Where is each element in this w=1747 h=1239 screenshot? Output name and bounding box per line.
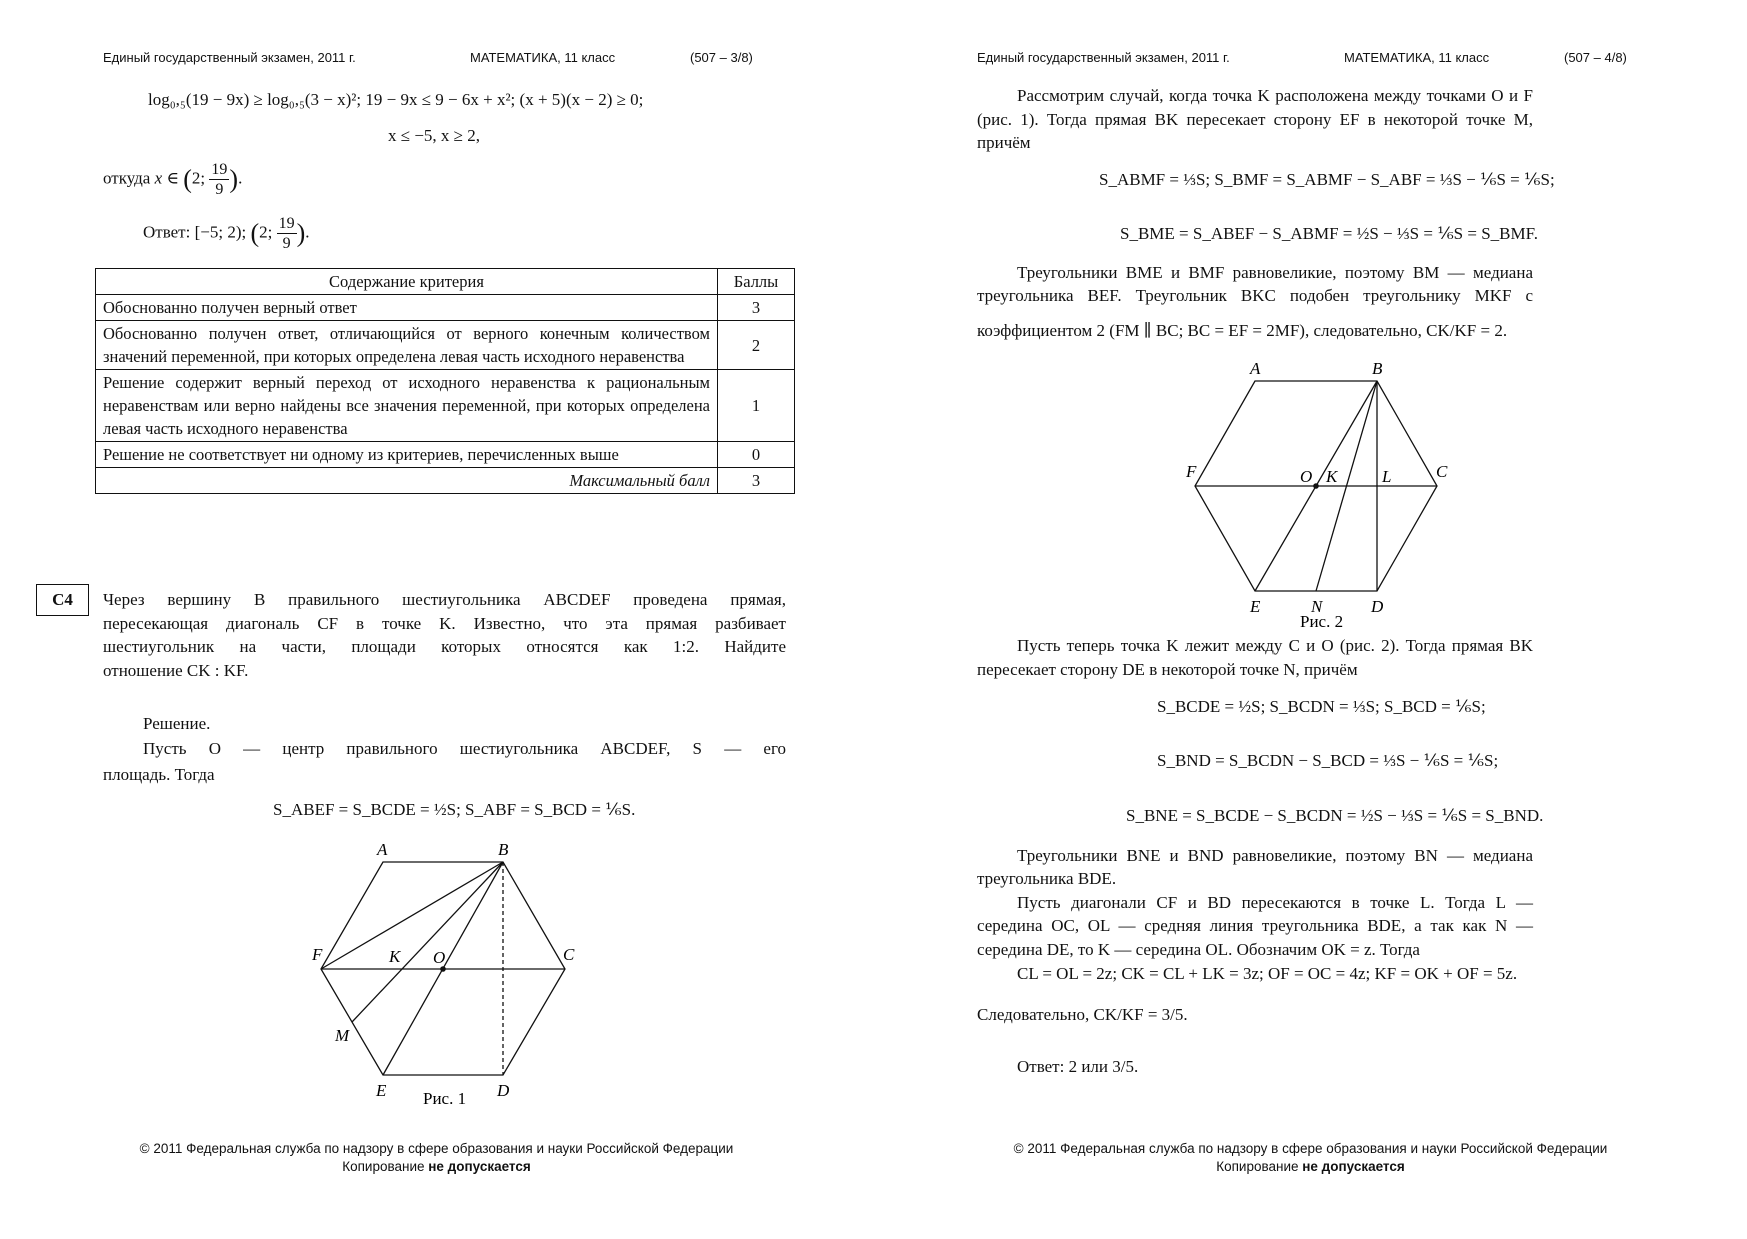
label-N: N	[1311, 597, 1323, 616]
formula-5: S_BNE = S_BCDE − S_BCDN = ½S − ⅓S = ⅙S = S_BND.	[1126, 806, 1544, 825]
paragraph-1: Рассмотрим случай, когда точка K расположена между точками O и F	[1017, 86, 1533, 105]
solution-text: площадь. Тогда	[103, 765, 215, 784]
header-subject: МАТЕМАТИКА, 11 класс	[1344, 50, 1490, 65]
figure-caption: Рис. 2	[1300, 612, 1344, 631]
point-O	[1313, 483, 1319, 489]
figure-1	[0, 0, 873, 1239]
formula-3: S_BCDE = ½S; S_BCDN = ⅓S; S_BCD = ⅙S;	[1157, 697, 1486, 716]
paragraph-1: (рис. 1). Тогда прямая BK пересекает сторону EF в некоторой точке M,	[977, 110, 1533, 129]
label-E: E	[376, 1081, 387, 1100]
label-D: D	[1371, 597, 1384, 616]
figure-2	[874, 0, 1747, 1239]
paragraph-2: коэффициентом 2 (FM ∥ BC; BC = EF = 2MF), следовательно, CK/KF = 2.	[977, 321, 1508, 340]
points-header: Баллы	[718, 269, 795, 295]
paragraph-5: середина OC, OL — средняя линия треугольника BDE, а так как N —	[977, 916, 1533, 935]
point-O	[440, 966, 446, 972]
table-row: Обоснованно получен ответ, отличающийся от верного конечным количеством значений переменной, при которых определена левая часть исходного неравенства 2	[96, 321, 795, 370]
log-inequality-line: log₀,₅(19 − 9x) ≥ log₀,₅(3 − x)²; 19 − 9x ≤ 9 − 6x + x²; (x + 5)(x − 2) ≥ 0;	[148, 90, 644, 109]
formula-6: CL = OL = 2z; CK = CL + LK = 3z; OF = OC = 4z; KF = OK + OF = 5z.	[1017, 964, 1518, 983]
footer: © 2011 Федеральная служба по надзору в сфере образования и науки Российской Федерации Копирование не допускается	[139, 1141, 734, 1174]
task-text: Через вершину B правильного шестиугольника ABCDEF проведена прямая,	[103, 590, 786, 609]
paragraph-1: причём	[977, 133, 1031, 152]
formula-2: S_BME = S_ABEF − S_ABMF = ½S − ⅓S = ⅙S = S_BMF.	[1120, 224, 1538, 243]
task-label: С4	[36, 584, 89, 616]
paragraph-2: Треугольники BME и BMF равновеликие, поэтому BM — медиана	[1017, 263, 1533, 282]
table-row: Решение не соответствует ни одному из критериев, перечисленных выше 0	[96, 442, 795, 468]
figure-caption: Рис. 1	[423, 1089, 467, 1108]
right-page	[874, 0, 1747, 1239]
header-exam: Единый государственный экзамен, 2011 г.	[103, 50, 356, 65]
label-O: O	[1300, 467, 1313, 486]
label-C: C	[1436, 462, 1448, 481]
label-B: B	[1372, 359, 1383, 378]
task-text: пересекающая диагональ CF в точке K. Известно, что эта прямая разбивает	[103, 614, 786, 633]
label-M: M	[335, 1026, 350, 1045]
whence-line: откуда x ∈ (2; $\frac{19}{9}$ ).	[103, 161, 243, 198]
label-F: F	[1186, 462, 1197, 481]
criteria-header: Содержание критерия	[96, 269, 718, 295]
paragraph-5: середина DE, то K — середина OL. Обозначим OK = z. Тогда	[977, 940, 1420, 959]
label-F: F	[312, 945, 323, 964]
answer-line: Ответ: [−5; 2); (2; $\frac{19}{9}$ ).	[143, 215, 310, 252]
label-A: A	[377, 840, 388, 859]
label-L: L	[1382, 467, 1392, 486]
paragraph-3: Пусть теперь точка K лежит между C и O (рис. 2). Тогда прямая BK	[1017, 636, 1533, 655]
header-subject: МАТЕМАТИКА, 11 класс	[470, 50, 616, 65]
label-B: B	[498, 840, 509, 859]
header-exam: Единый государственный экзамен, 2011 г.	[977, 50, 1230, 65]
label-D: D	[497, 1081, 510, 1100]
segment-BF	[321, 862, 503, 969]
formula-1: S_ABMF = ⅓S; S_BMF = S_ABMF − S_ABF = ⅓S − ⅙S = ⅙S;	[1099, 170, 1555, 189]
paragraph-5: Пусть диагонали CF и BD пересекаются в точке L. Тогда L —	[1017, 893, 1533, 912]
roots-line: x ≤ −5, x ≥ 2,	[388, 126, 480, 145]
final-answer: Ответ: 2 или 3/5.	[1017, 1057, 1139, 1076]
formula-4: S_BND = S_BCDN − S_BCD = ⅓S − ⅙S = ⅙S;	[1157, 751, 1499, 770]
label-K: K	[389, 947, 401, 966]
area-formula: S_ABEF = S_BCDE = ½S; S_ABF = S_BCD = ⅙S.	[273, 800, 636, 819]
solution-title: Решение.	[143, 714, 211, 733]
table-row: Обоснованно получен верный ответ 3	[96, 295, 795, 321]
label-A: A	[1250, 359, 1261, 378]
label-C: C	[563, 945, 575, 964]
label-E: E	[1250, 597, 1261, 616]
solution-text: Пусть O — центр правильного шестиугольника ABCDEF, S — его	[143, 739, 786, 758]
paragraph-4: треугольника BDE.	[977, 869, 1117, 888]
conclusion: Следовательно, CK/KF = 3/5.	[977, 1005, 1188, 1024]
header-code: (507 – 4/8)	[1564, 50, 1627, 65]
task-text: шестиугольник на части, площади которых относятся как 1:2. Найдите	[103, 637, 786, 656]
left-page	[0, 0, 873, 1239]
task-text: отношение CK : KF.	[103, 661, 249, 680]
label-O: O	[433, 948, 446, 967]
label-K: K	[1326, 467, 1338, 486]
table-row: Максимальный балл 3	[96, 468, 795, 494]
footer: © 2011 Федеральная служба по надзору в сфере образования и науки Российской Федерации Копирование не допускается	[1013, 1141, 1608, 1174]
paragraph-4: Треугольники BNE и BND равновеликие, поэтому BN — медиана	[1017, 846, 1533, 865]
paragraph-3: пересекает сторону DE в некоторой точке N, причём	[977, 660, 1358, 679]
segment-BM	[352, 862, 503, 1022]
paragraph-2: треугольника BEF. Треугольник BKC подобен треугольнику MKF с	[977, 286, 1533, 305]
table-row: Решение содержит верный переход от исходного неравенства к рациональным неравенствам или верно найдены все значения переменной, при которых определена левая часть исходного неравенства 1	[96, 370, 795, 442]
header-code: (507 – 3/8)	[690, 50, 753, 65]
